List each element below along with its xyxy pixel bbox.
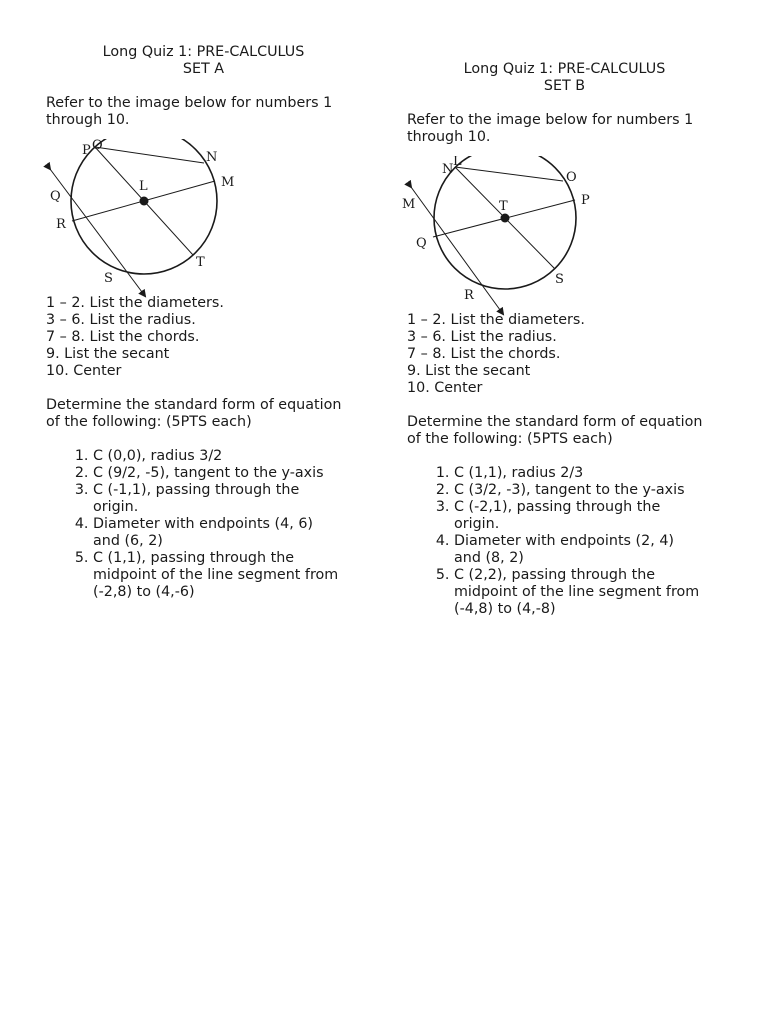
center-point <box>501 214 510 223</box>
problem-item: 1. C (0,0), radius 3/2 <box>93 448 376 465</box>
label-s: S <box>555 272 564 287</box>
label-l: L <box>139 179 148 194</box>
problem-item: 2. C (3/2, -3), tangent to the y-axis <box>454 482 737 499</box>
label-q: Q <box>416 236 427 251</box>
problem-item: 1. C (1,1), radius 2/3 <box>454 465 737 482</box>
problem-item: 4. Diameter with endpoints (2, 4) and (8, 2) <box>454 533 699 567</box>
problem-item: 3. C (-1,1), passing through the origin. <box>93 482 321 516</box>
question-item: 7 – 8. List the chords. <box>407 346 561 362</box>
question-list <box>46 295 376 380</box>
problem-item: 5. C (1,1), passing through the midpoint of the line segment from (-2,8) to (4,-6) <box>93 550 361 601</box>
label-r: R <box>56 217 66 232</box>
label-o: O <box>566 170 577 185</box>
secant-line <box>50 169 145 296</box>
figure-intro: Refer to the image below for numbers 1 through 10. <box>46 95 333 128</box>
question-item: 3 – 6. List the radius. <box>407 329 557 345</box>
question-item: 10. Center <box>407 380 483 396</box>
chord-lo <box>455 167 563 181</box>
label-s: S <box>104 271 113 286</box>
label-o: O <box>92 139 103 153</box>
circle <box>71 139 217 274</box>
instructions: Determine the standard form of equation of the following: (5PTS each) <box>407 414 703 447</box>
chord-on <box>95 147 204 163</box>
label-t: T <box>499 199 508 214</box>
question-item: 10. Center <box>46 363 122 379</box>
label-t: T <box>196 255 205 270</box>
question-item: 1 – 2. List the diameters. <box>46 295 224 311</box>
circle-figure <box>395 156 595 316</box>
label-n: N <box>442 162 454 177</box>
quiz-set-label: SET B <box>543 78 586 94</box>
problem-item: 3. C (-2,1), passing through the origin. <box>454 499 689 533</box>
label-l: L <box>453 156 462 169</box>
question-item: 7 – 8. List the chords. <box>46 329 200 345</box>
problem-list <box>407 465 737 618</box>
problem-item: 5. C (2,2), passing through the midpoint of the line segment from (-4,8) to (4,-8) <box>454 567 722 618</box>
label-n: N <box>206 150 218 165</box>
center-point <box>140 197 149 206</box>
quiz-title: Long Quiz 1: PRE-CALCULUS <box>463 61 666 77</box>
figure-intro: Refer to the image below for numbers 1 through 10. <box>407 112 694 145</box>
quiz-title: Long Quiz 1: PRE-CALCULUS <box>102 44 305 60</box>
label-p: P <box>82 143 91 158</box>
label-m: M <box>221 175 234 190</box>
question-item: 3 – 6. List the radius. <box>46 312 196 328</box>
label-m: M <box>402 197 416 212</box>
circle-figure <box>34 139 234 299</box>
instructions: Determine the standard form of equation of the following: (5PTS each) <box>46 397 342 430</box>
label-q: Q <box>50 189 61 204</box>
quiz-set-b <box>402 61 737 618</box>
question-item: 9. List the secant <box>407 363 531 379</box>
label-r: R <box>464 288 474 303</box>
problem-list <box>46 448 376 601</box>
problem-item: 2. C (9/2, -5), tangent to the y-axis <box>93 465 376 482</box>
question-item: 1 – 2. List the diameters. <box>407 312 585 328</box>
quiz-set-a <box>46 44 376 601</box>
question-list <box>407 312 737 397</box>
problem-item: 4. Diameter with endpoints (4, 6) and (6, 2) <box>93 516 338 550</box>
label-p: P <box>581 193 590 208</box>
quiz-set-label: SET A <box>182 61 225 77</box>
question-item: 9. List the secant <box>46 346 170 362</box>
